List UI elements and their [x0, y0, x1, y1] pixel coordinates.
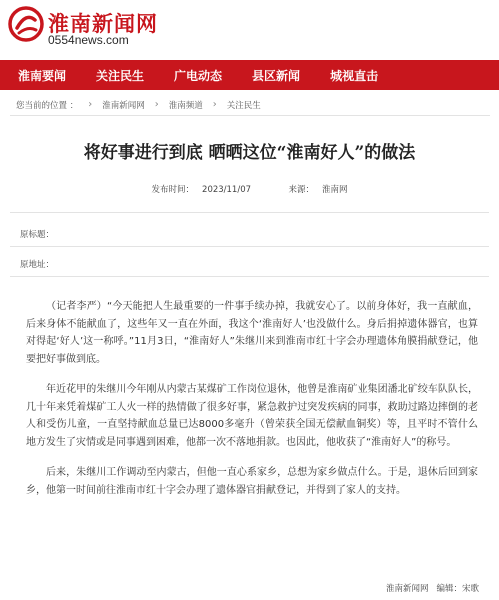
breadcrumb — [10, 94, 490, 116]
meta-divider — [10, 212, 489, 213]
article-paragraph: 后来，朱继川工作调动至内蒙古，但他一直心系家乡，总想为家乡做点什么。于是，退休后回到家乡，他第一时间前往淮南市红十字会办理了遗体器官捐献登记，并得到了家人的支持。 — [26, 467, 478, 496]
breadcrumb-link-channel[interactable]: 淮南频道 — [168, 100, 203, 111]
source-label: 来源： — [288, 185, 314, 195]
logo-site-domain: 0554news.com — [48, 33, 129, 47]
logo-emblem-icon — [8, 6, 44, 42]
footer-editor-label: 编辑： — [436, 584, 462, 594]
original-title-divider — [10, 246, 489, 247]
nav-item-city-view[interactable]: 城视直击 — [330, 68, 379, 83]
nav-item-huainan-news[interactable]: 淮南要闻 — [18, 68, 67, 83]
footer-source: 淮南新闻网 — [385, 584, 429, 594]
original-title-label: 原标题： — [20, 230, 55, 240]
nav-item-county-news[interactable]: 县区新闻 — [252, 68, 301, 83]
publish-time-value: 2023/11/07 — [202, 185, 252, 195]
original-url-label: 原地址： — [20, 260, 55, 270]
nav-item-livelihood[interactable]: 关注民生 — [96, 68, 145, 83]
breadcrumb-link-site[interactable]: 淮南新闻网 — [102, 100, 145, 111]
publish-time-label: 发布时间： — [151, 185, 195, 195]
main-nav — [0, 60, 499, 90]
original-url-divider — [10, 276, 489, 277]
source-value: 淮南网 — [321, 185, 348, 195]
footer-editor-name: 宋歌 — [461, 584, 479, 594]
site-logo[interactable] — [8, 6, 208, 50]
nav-item-broadcast[interactable]: 广电动态 — [174, 68, 223, 83]
article-title: 将好事进行到底 晒晒这位“淮南好人”的做法 — [83, 143, 416, 163]
breadcrumb-separator: › — [212, 99, 217, 110]
article-paragraph: （记者李严）“今天能把人生最重要的一件事手续办掉，我就安心了。以前身体好，我一直献血，后来身体不能献血了，这些年又一直在外面，我这个‘淮南好人’也没做什么。身后捐掉遗体器官，也算对得起‘好人’这一称呼。”11月3日，“淮南好人”朱继川来到淮南市红十字会办理遗体角膜捐献登记，他要把好事做到底。 — [26, 301, 478, 365]
article-paragraph: 年近花甲的朱继川今年刚从内蒙古某煤矿工作岗位退休，他曾是淮南矿业集团潘北矿绞车队队长，几十年来凭着煤矿工人火一样的热情做了很多好事，紧急救护过突发疾病的同事，救助过路边摔倒的老人和受伤儿童，一直坚持献血总量已达8000多毫升（曾荣获全国无偿献血铜奖）等，且平时不管什么地方发生了灾情或是同事遇到困难，他都一次不落地捐款。也因此，他收获了“淮南好人”的称号。 — [26, 384, 478, 448]
article-body — [26, 298, 478, 512]
breadcrumb-separator: › — [88, 99, 93, 110]
article-footer — [378, 582, 479, 594]
breadcrumb-separator: › — [154, 99, 159, 110]
breadcrumb-link-section[interactable]: 关注民生 — [226, 100, 261, 111]
site-header — [0, 0, 499, 56]
breadcrumb-prefix: 您当前的位置 ： — [16, 100, 79, 111]
article-meta — [0, 183, 499, 195]
logo-site-name: 淮南新闻网 — [48, 12, 158, 36]
